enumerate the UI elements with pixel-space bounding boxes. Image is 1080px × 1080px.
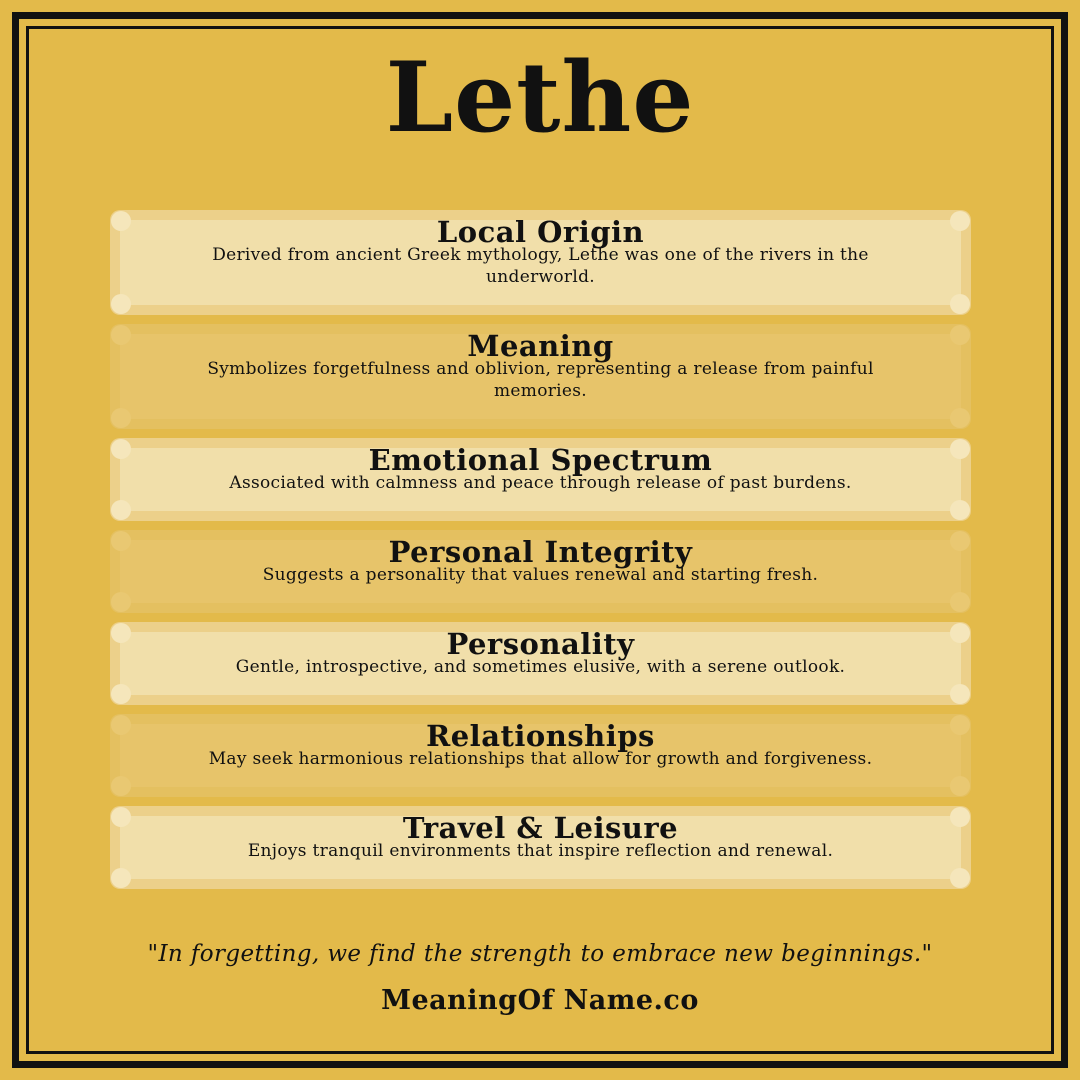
corner-dot: [111, 684, 131, 704]
site-name: MeaningOf Name.co: [381, 985, 699, 1016]
page-title: Lethe: [385, 41, 695, 154]
corner-dot: [950, 776, 970, 796]
section-heading: Local Origin: [436, 215, 645, 249]
corner-dot: [111, 500, 131, 520]
section-heading: Meaning: [467, 329, 614, 363]
section-heading: Personal Integrity: [388, 535, 693, 569]
corner-dot: [950, 408, 970, 428]
section-card-local-origin: [110, 210, 971, 315]
section-heading: Personality: [446, 627, 635, 661]
section-card-personal-integrity: [110, 530, 971, 613]
corner-dot: [950, 294, 970, 314]
corner-dot: [950, 500, 970, 520]
section-card-travel-leisure: [110, 806, 971, 889]
corner-dot: [111, 776, 131, 796]
section-text: May seek harmonious relationships that allow for growth and forgiveness.: [208, 749, 873, 769]
section-heading: Travel & Leisure: [402, 811, 679, 845]
corner-dot: [111, 294, 131, 314]
section-heading: Relationships: [426, 719, 655, 753]
corner-dot: [950, 592, 970, 612]
section-card-relationships: [110, 714, 971, 797]
section-card-meaning: [110, 324, 971, 429]
section-text: Derived from ancient Greek mythology, Lethe was one of the rivers in the underworld.: [212, 245, 869, 287]
section-text: Associated with calmness and peace through release of past burdens.: [229, 473, 852, 493]
section-text: Enjoys tranquil environments that inspire reflection and renewal.: [247, 841, 834, 861]
corner-dot: [950, 684, 970, 704]
corner-dot: [111, 408, 131, 428]
corner-dot: [950, 868, 970, 888]
corner-dot: [111, 868, 131, 888]
section-card-emotional-spectrum: [110, 438, 971, 521]
corner-dot: [111, 592, 131, 612]
section-card-personality: [110, 622, 971, 705]
section-text: Suggests a personality that values renewal and starting fresh.: [262, 565, 819, 585]
section-heading: Emotional Spectrum: [368, 443, 713, 477]
section-text: Gentle, introspective, and sometimes elusive, with a serene outlook.: [235, 657, 846, 677]
quote-text: "In forgetting, we find the strength to embrace new beginnings.": [147, 941, 933, 967]
section-text: Symbolizes forgetfulness and oblivion, representing a release from painful memories.: [207, 359, 874, 401]
